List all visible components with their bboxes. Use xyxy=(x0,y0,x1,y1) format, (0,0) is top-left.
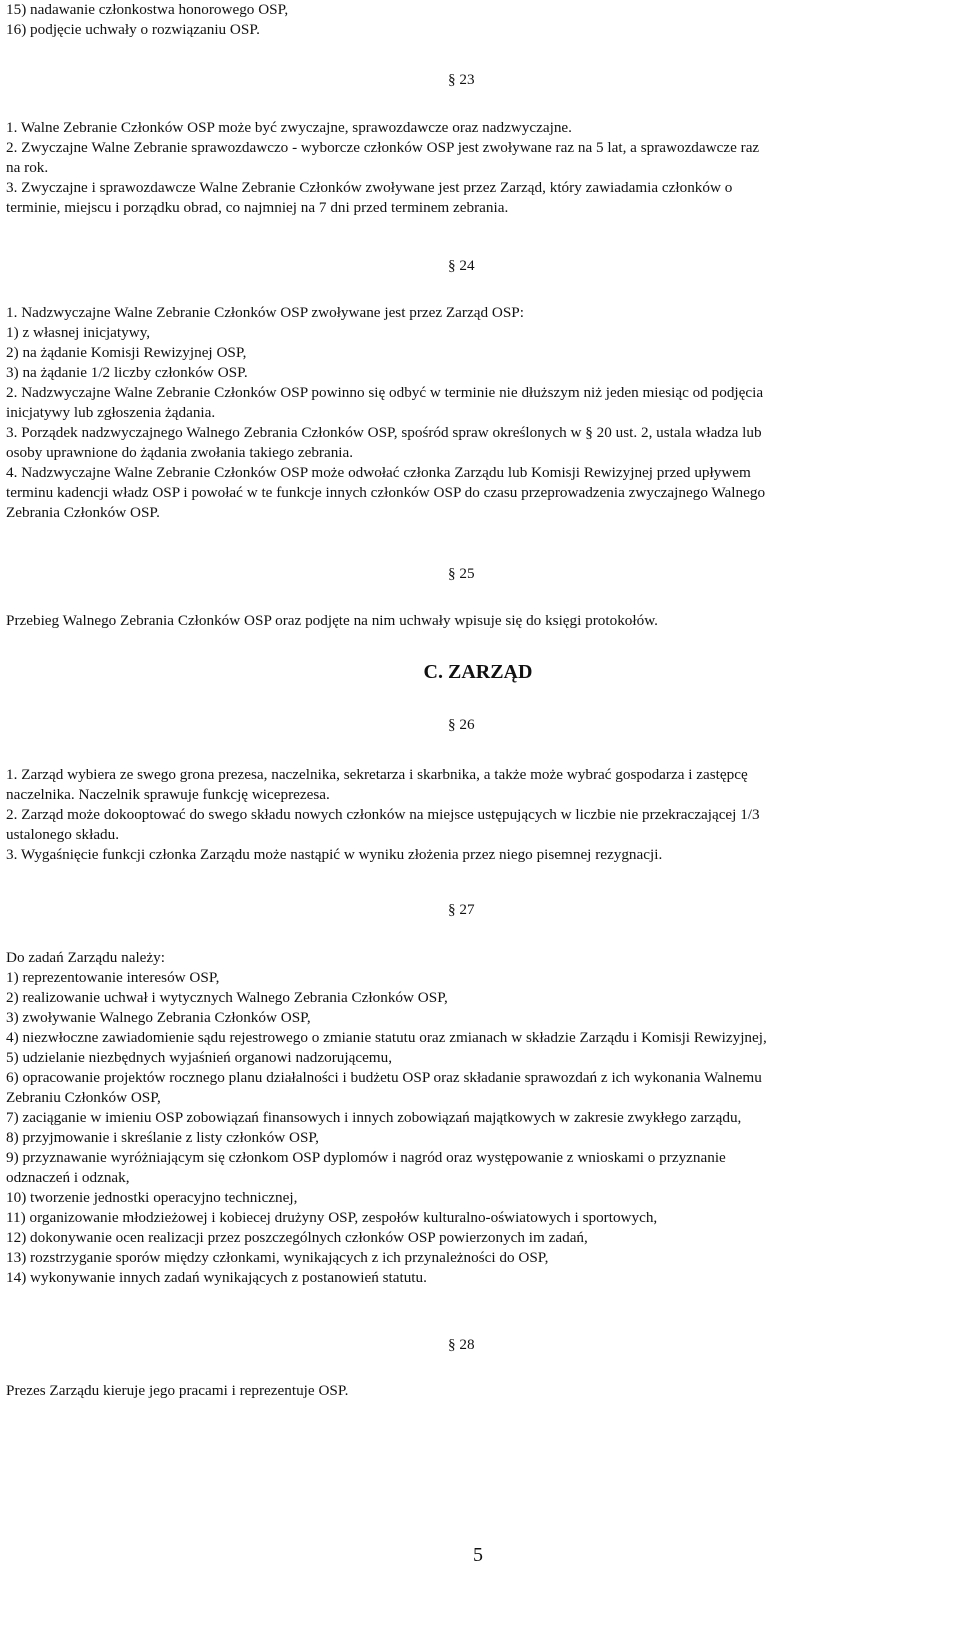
list-item: odznaczeń i odznak, xyxy=(6,1169,130,1186)
paragraph-line: Prezes Zarządu kieruje jego pracami i reprezentuje OSP. xyxy=(6,1382,349,1399)
section-header-26: § 26 xyxy=(448,716,475,733)
top-items xyxy=(6,0,950,40)
paragraph-line: 1. Zarząd wybiera ze swego grona prezesa, naczelnika, sekretarza i skarbnika, a także może wybrać gospodarza i zastępcę xyxy=(6,766,748,783)
section-header-28: § 28 xyxy=(448,1336,475,1353)
paragraph-line: 1) z własnej inicjatywy, xyxy=(6,324,151,341)
paragraph-line: 1. Walne Zebranie Członków OSP może być zwyczajne, sprawozdawcze oraz nadzwyczajne. xyxy=(6,119,572,136)
paragraph-line: 3. Porządek nadzwyczajnego Walnego Zebrania Członków OSP, spośród spraw określonych w § 20 ust. 2, ustala władza lub xyxy=(6,424,762,441)
paragraph-line: 2) na żądanie Komisji Rewizyjnej OSP, xyxy=(6,344,247,361)
list-item: 5) udzielanie niezbędnych wyjaśnień organowi nadzorującemu, xyxy=(6,1049,393,1066)
section-26-body xyxy=(6,765,950,865)
section-25-body xyxy=(6,611,950,631)
list-item: 11) organizowanie młodzieżowej i kobiecej drużyny OSP, zespołów kulturalno-oświatowych i sportowych, xyxy=(6,1209,658,1226)
list-item: 12) dokonywanie ocen realizacji przez poszczególnych członków OSP powierzonych im zadań, xyxy=(6,1229,588,1246)
list-item: 7) zaciąganie w imieniu OSP zobowiązań finansowych i innych zobowiązań majątkowych w zakresie zwykłego zarządu, xyxy=(6,1109,742,1126)
paragraph-line: na rok. xyxy=(6,159,49,176)
list-item: 4) niezwłoczne zawiadomienie sądu rejestrowego o zmianie statutu oraz zmianach w składzie Zarządu i Komisji Rewizyjnej, xyxy=(6,1029,767,1046)
paragraph-line: 3. Zwyczajne i sprawozdawcze Walne Zebranie Członków zwoływane jest przez Zarząd, który zawiadamia członków o xyxy=(6,179,733,196)
paragraph-line: terminie, miejscu i porządku obrad, co najmniej na 7 dni przed terminem zebrania. xyxy=(6,199,509,216)
paragraph-line: terminu kadencji władz OSP i powołać w te funkcje innych członków OSP do czasu przeprowadzenia zwyczajnego Walnego xyxy=(6,484,766,501)
paragraph-line: naczelnika. Naczelnik sprawuje funkcję wiceprezesa. xyxy=(6,786,330,803)
list-item: 10) tworzenie jednostki operacyjno technicznej, xyxy=(6,1189,298,1206)
section-header-27: § 27 xyxy=(448,901,475,918)
list-item: 9) przyznawanie wyróżniającym się członkom OSP dyplomów i nagród oraz występowanie z wnioskami o przyznanie xyxy=(6,1149,726,1166)
list-item: 6) opracowanie projektów rocznego planu działalności i budżetu OSP oraz składanie sprawozdań z ich wykonania Walnemu xyxy=(6,1069,762,1086)
section-23-body xyxy=(6,118,950,218)
paragraph-line: 2. Zwyczajne Walne Zebranie sprawozdawczo - wyborcze członków OSP jest zwoływane raz na 5 lat, a sprawozdawcze raz xyxy=(6,139,760,156)
paragraph-line: ustalonego składu. xyxy=(6,826,120,843)
list-item: 8) przyjmowanie i skreślanie z listy członków OSP, xyxy=(6,1129,319,1146)
list-item: 3) zwoływanie Walnego Zebrania Członków OSP, xyxy=(6,1009,311,1026)
list-item: 1) reprezentowanie interesów OSP, xyxy=(6,969,220,986)
list-item: Zebraniu Członków OSP, xyxy=(6,1089,161,1106)
section-27-body xyxy=(6,948,950,1288)
section-header-23: § 23 xyxy=(448,71,475,88)
list-item: 16) podjęcie uchwały o rozwiązaniu OSP. xyxy=(6,21,260,38)
paragraph-line: 3. Wygaśnięcie funkcji członka Zarządu może nastąpić w wyniku złożenia przez niego pisemnej rezygnacji. xyxy=(6,846,663,863)
section-24-body xyxy=(6,303,950,523)
paragraph-line: Przebieg Walnego Zebrania Członków OSP oraz podjęte na nim uchwały wpisuje się do księgi protokołów. xyxy=(6,612,658,629)
chapter-title: C. ZARZĄD xyxy=(423,661,533,683)
paragraph-line: osoby uprawnione do żądania zwołania takiego zebrania. xyxy=(6,444,354,461)
paragraph-line: 3) na żądanie 1/2 liczby członków OSP. xyxy=(6,364,248,381)
list-item: 14) wykonywanie innych zadań wynikających z postanowień statutu. xyxy=(6,1269,427,1286)
paragraph-line: 2. Nadzwyczajne Walne Zebranie Członków OSP powinno się odbyć w terminie nie dłuższym niż jeden miesiąc od podjęcia xyxy=(6,384,764,401)
paragraph-line: Zebrania Członków OSP. xyxy=(6,504,160,521)
paragraph-line: Do zadań Zarządu należy: xyxy=(6,949,165,966)
section-28-body xyxy=(6,1381,950,1401)
section-header-25: § 25 xyxy=(448,565,475,582)
list-item: 13) rozstrzyganie sporów między członkami, wynikających z ich przynależności do OSP, xyxy=(6,1249,549,1266)
list-item: 2) realizowanie uchwał i wytycznych Walnego Zebrania Członków OSP, xyxy=(6,989,448,1006)
paragraph-line: 1. Nadzwyczajne Walne Zebranie Członków OSP zwoływane jest przez Zarząd OSP: xyxy=(6,304,524,321)
paragraph-line: 4. Nadzwyczajne Walne Zebranie Członków OSP może odwołać członka Zarządu lub Komisji Rewizyjnej przed upływem xyxy=(6,464,751,481)
paragraph-line: inicjatywy lub zgłoszenia żądania. xyxy=(6,404,216,421)
section-header-24: § 24 xyxy=(448,257,475,274)
paragraph-line: 2. Zarząd może dokooptować do swego składu nowych członków na miejsce ustępujących w liczbie nie przekraczającej 1/3 xyxy=(6,806,760,823)
page-number: 5 xyxy=(473,1544,483,1566)
list-item: 15) nadawanie członkostwa honorowego OSP, xyxy=(6,1,289,18)
